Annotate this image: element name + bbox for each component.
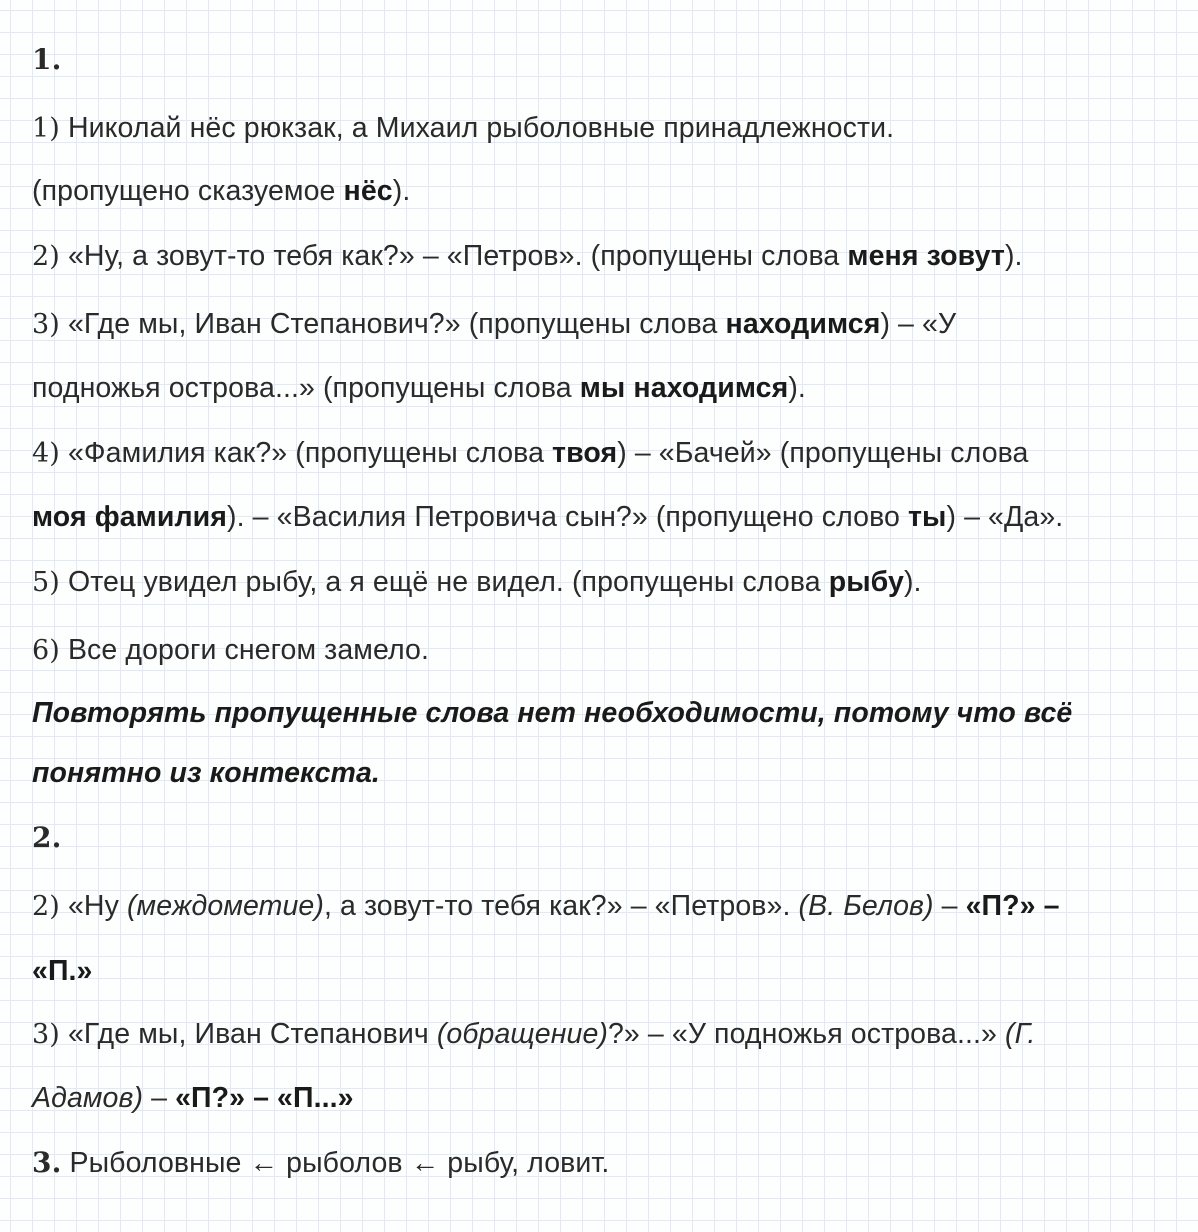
- s1-conclusion-line-2: понятно из контекста.: [32, 757, 380, 789]
- item-number: 1): [32, 113, 60, 144]
- section-3-heading: 3.: [32, 1146, 62, 1179]
- s1-item-5: 5) Отец увидел рыбу, а я ещё не видел. (пропущены слова рыбу).: [32, 566, 922, 598]
- s1-item-3-line-1: 3) «Где мы, Иван Степанович?» (пропущены слова находимся) – «У: [32, 308, 957, 340]
- item-number: 3): [32, 309, 60, 340]
- s1-item-6: 6) Все дороги снегом замело.: [32, 634, 429, 666]
- item-number: 2): [32, 891, 60, 922]
- s2-item-3-line-1: 3) «Где мы, Иван Степанович (обращение)?» – «У подножья острова...» (Г.: [32, 1018, 1036, 1050]
- s2-item-2-line-2: «П.»: [32, 955, 93, 987]
- item-number: 5): [32, 567, 60, 598]
- s1-item-4-line-2: моя фамилия). – «Василия Петровича сын?» (пропущено слово ты) – «Да».: [32, 501, 1064, 533]
- section-1-heading: 1.: [32, 43, 62, 76]
- section-3: 3. Рыболовные ← рыболов ← рыбу, ловит.: [32, 1146, 610, 1179]
- item-number: 6): [32, 635, 60, 666]
- s1-item-2: 2) «Ну, а зовут-то тебя как?» – «Петров». (пропущены слова меня зовут).: [32, 240, 1023, 272]
- s2-item-2-line-1: 2) «Ну (междометие), а зовут-то тебя как?» – «Петров». (В. Белов) – «П?» –: [32, 890, 1060, 922]
- s1-item-1-line-2: (пропущено сказуемое нёс).: [32, 175, 411, 207]
- item-number: 3): [32, 1019, 60, 1050]
- s1-conclusion-line-1: Повторять пропущенные слова нет необходимости, потому что всё: [32, 697, 1073, 729]
- s1-item-1-line-1: 1) Николай нёс рюкзак, а Михаил рыболовные принадлежности.: [32, 112, 895, 144]
- s2-item-3-line-2: Адамов) – «П?» – «П...»: [32, 1082, 354, 1114]
- s1-item-4-line-1: 4) «Фамилия как?» (пропущены слова твоя) – «Бачей» (пропущены слова: [32, 437, 1029, 469]
- item-number: 4): [32, 438, 60, 469]
- section-2-heading: 2.: [32, 821, 62, 854]
- item-number: 2): [32, 241, 60, 272]
- s1-item-3-line-2: подножья острова...» (пропущены слова мы находимся).: [32, 372, 806, 404]
